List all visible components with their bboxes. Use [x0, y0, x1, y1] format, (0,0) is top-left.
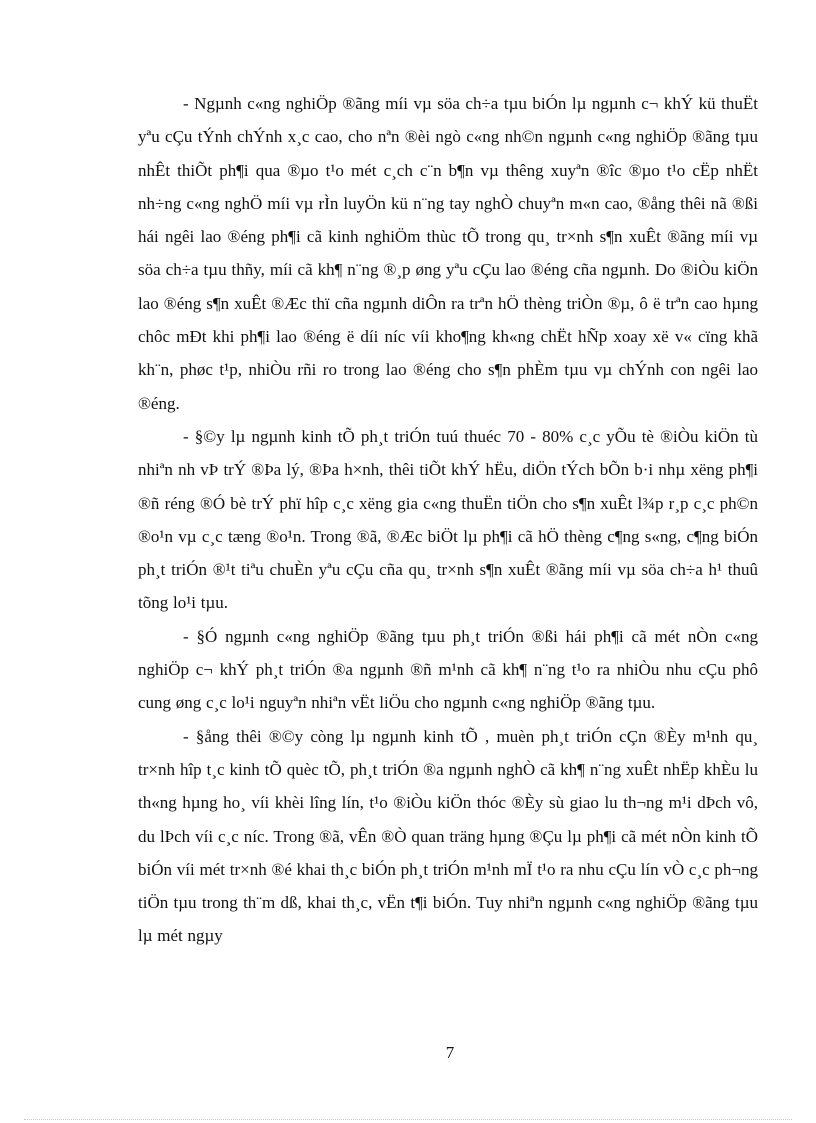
- body-text: [138, 87, 758, 953]
- paragraph-4: - §ång thêi ®©y còng lµ ngµnh kinh tÕ , muèn ph¸t triÓn cÇn ®Èy m¹nh qu¸ tr×nh hîp t¸c kinh tÕ quèc tÕ, ph¸t triÓn ®a ngµnh nghÒ cã kh¶ n¨ng xuÊt nhËp khÈu lu th«ng hµng ho¸ víi khèi lîng lín, t¹o ®iÒu kiÖn thóc ®Èy sù giao lu th¬ng m¹i dÞch vô, du lÞch víi c¸c níc. Trong ®ã, vÊn ®Ò quan träng hµng ®Çu lµ ph¶i cã mét nÒn kinh tÕ biÓn víi mét tr×nh ®é khai th¸c biÓn ph¸t triÓn m¹nh mÏ t¹o ra nhu cÇu lín vÒ c¸c ph¬ng tiÖn tµu trong th¨m dß, khai th¸c, vËn t¶i biÓn. Tuy nhiªn ngµnh c«ng nghiÖp ®ãng tµu lµ mét ngµy: [138, 726, 758, 946]
- paragraph-1: - Ngµnh c«ng nghiÖp ®ãng míi vµ söa ch÷a tµu biÓn lµ ngµnh c¬ khÝ kü thuËt yªu cÇu tÝnh chÝnh x¸c cao, cho nªn ®èi ngò c«ng nh©n ngµnh c«ng nghiÖp ®ãng tµu nhÊt thiÕt ph¶i qua ®µo t¹o mét c¸ch c¨n b¶n vµ thêng xuyªn ®îc ®µo t¹o cËp nhËt nh÷ng c«ng nghÖ míi vµ rÌn luyÖn kü n¨ng tay nghÒ chuyªn m«n cao, ®ång thêi nã ®ßi hái ngêi lao ®éng ph¶i cã kinh nghiÖm thùc tÕ trong qu¸ tr×nh s¶n xuÊt ®ãng míi vµ söa ch÷a tµu thñy, míi cã kh¶ n¨ng ®¸p øng yªu cÇu lao ®éng cña ngµnh. Do ®iÒu kiÖn lao ®éng s¶n xuÊt ®Æc thï cña ngµnh diÔn ra trªn hÖ thèng triÒn ®µ, ô ë trªn cao hµng chôc mÐt khi ph¶i lao ®éng ë díi níc víi kho¶ng kh«ng chËt hÑp xoay xë v« cïng khã kh¨n, phøc t¹p, nhiÒu rñi ro trong lao ®éng cho s¶n phÈm tµu vµ chÝnh con ngêi lao ®éng.: [138, 94, 758, 413]
- page-bottom-divider: [24, 1119, 792, 1120]
- page-number: 7: [445, 1043, 455, 1062]
- paragraph-2: - §©y lµ ngµnh kinh tÕ ph¸t triÓn tuú thuéc 70 - 80% c¸c yÕu tè ®iÒu kiÖn tù nhiªn nh vÞ trÝ ®Þa lý, ®Þa h×nh, thêi tiÕt khÝ hËu, diÖn tÝch bÕn b·i nhµ xëng ph¶i ®ñ réng ®Ó bè trÝ phï hîp c¸c xëng gia c«ng thuËn tiÖn cho s¶n xuÊt l¾p r¸p c¸c ph©n ®o¹n vµ c¸c tæng ®o¹n. Trong ®ã, ®Æc biÖt lµ ph¶i cã hÖ thèng c¶ng s«ng, c¶ng biÓn ph¸t triÓn ®¹t tiªu chuÈn yªu cÇu cña qu¸ tr×nh s¶n xuÊt ®ãng míi vµ söa ch÷a h¹ thuû tõng lo¹i tµu.: [138, 426, 758, 613]
- paragraph-3: - §Ó ngµnh c«ng nghiÖp ®ãng tµu ph¸t triÓn ®ßi hái ph¶i cã mét nÒn c«ng nghiÖp c¬ khÝ ph¸t triÓn ®a ngµnh ®ñ m¹nh cã kh¶ n¨ng t¹o ra nhiÒu nhu cÇu phô cung øng c¸c lo¹i nguyªn nhiªn vËt liÖu cho ngµnh c«ng nghiÖp ®ãng tµu.: [138, 626, 758, 713]
